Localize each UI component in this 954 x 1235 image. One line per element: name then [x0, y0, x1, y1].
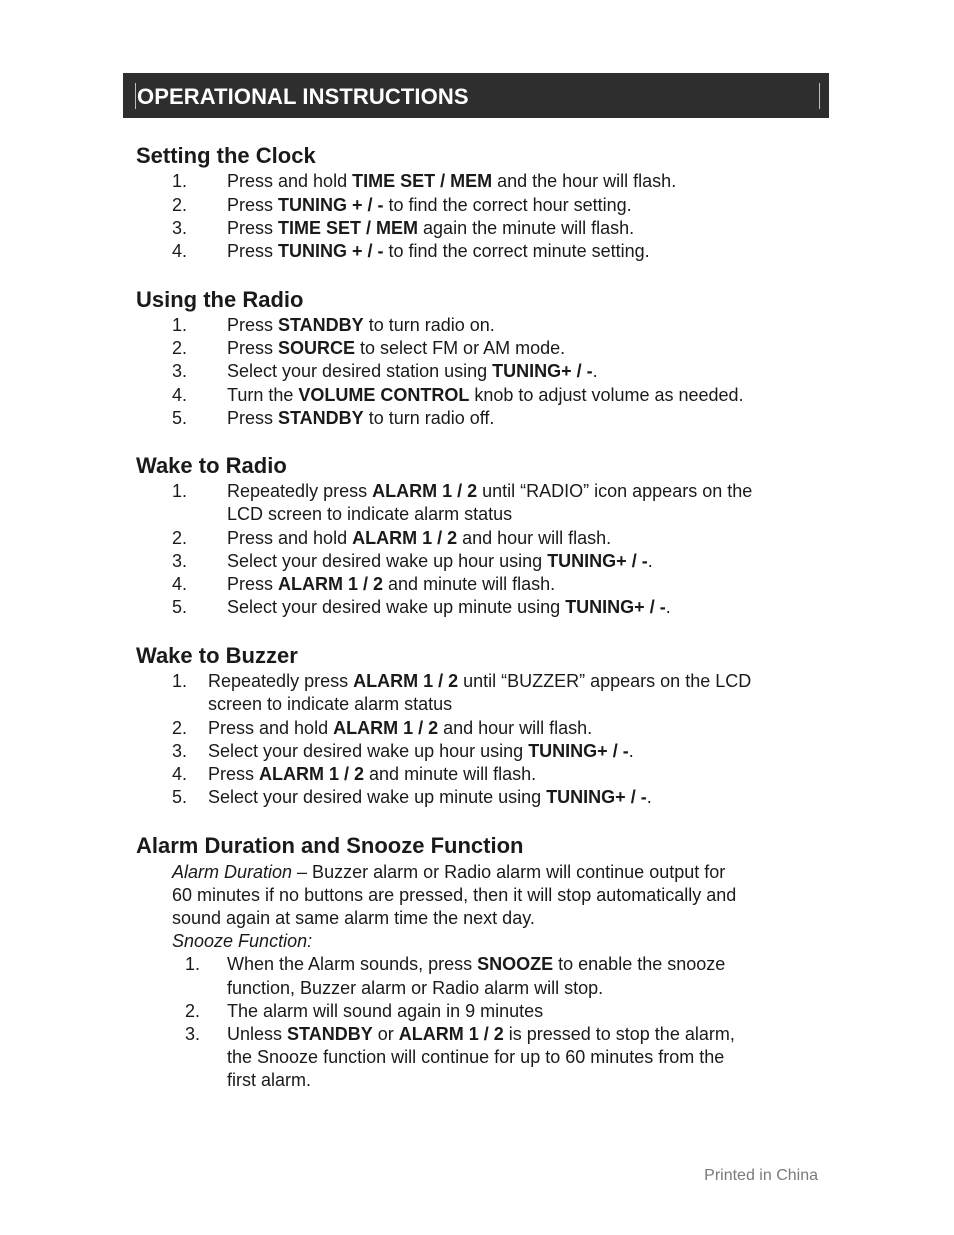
step-number: 1.: [172, 481, 188, 501]
page-title: OPERATIONAL INSTRUCTIONS: [137, 84, 469, 109]
step-number: 2.: [172, 195, 188, 215]
list-item: Press SOURCE to select FM or AM mode.: [227, 338, 566, 358]
step-number: 3.: [185, 1024, 201, 1044]
paragraph-line: 60 minutes if no buttons are pressed, then it will stop automatically and: [172, 885, 737, 905]
step-number: 1.: [172, 315, 188, 335]
list-item: Unless STANDBY or ALARM 1 / 2 is pressed to stop the alarm,: [227, 1024, 735, 1044]
step-number: 5.: [172, 408, 188, 428]
step-number: 5.: [172, 597, 188, 617]
step-number: 2.: [172, 718, 188, 738]
list-item-continuation: LCD screen to indicate alarm status: [227, 504, 513, 524]
list-item: Press ALARM 1 / 2 and minute will flash.: [208, 764, 537, 784]
header-divider-left: [135, 83, 136, 109]
step-number: 4.: [172, 385, 188, 405]
step-number: 3.: [172, 741, 188, 761]
list-item: Select your desired wake up hour using TUNING+ / -.: [227, 551, 653, 571]
list-item: Press and hold TIME SET / MEM and the hour will flash.: [227, 171, 677, 191]
step-number: 5.: [172, 787, 188, 807]
list-item: Select your desired wake up minute using TUNING+ / -.: [208, 787, 652, 807]
step-number: 3.: [172, 361, 188, 381]
list-item: Select your desired wake up hour using TUNING+ / -.: [208, 741, 634, 761]
list-item: When the Alarm sounds, press SNOOZE to enable the snooze: [227, 954, 726, 974]
list-item: The alarm will sound again in 9 minutes: [227, 1001, 544, 1021]
list-item: Press ALARM 1 / 2 and minute will flash.: [227, 574, 556, 594]
section-header-bar: [123, 73, 829, 118]
list-item: Press and hold ALARM 1 / 2 and hour will flash.: [227, 528, 612, 548]
list-item: Press TUNING + / - to find the correct hour setting.: [227, 195, 632, 215]
step-number: 2.: [185, 1001, 201, 1021]
footer-printed-in: Printed in China: [704, 1167, 818, 1184]
section-heading: Alarm Duration and Snooze Function: [136, 833, 524, 858]
step-number: 4.: [172, 764, 188, 784]
step-number: 1.: [185, 954, 201, 974]
section-heading: Using the Radio: [136, 287, 304, 312]
list-item: Select your desired wake up minute using TUNING+ / -.: [227, 597, 671, 617]
step-number: 1.: [172, 171, 188, 191]
section-heading: Wake to Buzzer: [136, 643, 298, 668]
list-item: Press TIME SET / MEM again the minute will flash.: [227, 218, 635, 238]
step-number: 3.: [172, 551, 188, 571]
list-item: Press and hold ALARM 1 / 2 and hour will flash.: [208, 718, 593, 738]
step-number: 1.: [172, 671, 188, 691]
snooze-function-label: Snooze Function:: [172, 931, 313, 951]
step-number: 2.: [172, 528, 188, 548]
paragraph-line: sound again at same alarm time the next day.: [172, 908, 535, 928]
list-item: Repeatedly press ALARM 1 / 2 until “BUZZER” appears on the LCD: [208, 671, 752, 691]
step-number: 3.: [172, 218, 188, 238]
header-divider-right: [819, 83, 820, 109]
list-item: Turn the VOLUME CONTROL knob to adjust volume as needed.: [227, 385, 744, 405]
list-item: Select your desired station using TUNING+ / -.: [227, 361, 598, 381]
list-item-continuation: the Snooze function will continue for up to 60 minutes from the: [227, 1047, 725, 1067]
list-item: Press STANDBY to turn radio on.: [227, 315, 495, 335]
section-heading: Setting the Clock: [136, 143, 316, 168]
alarm-duration-paragraph: Alarm Duration – Buzzer alarm or Radio alarm will continue output for: [172, 862, 726, 882]
list-item-continuation: screen to indicate alarm status: [208, 694, 453, 714]
list-item: Press STANDBY to turn radio off.: [227, 408, 495, 428]
list-item-continuation: first alarm.: [227, 1070, 312, 1090]
list-item: Repeatedly press ALARM 1 / 2 until “RADIO” icon appears on the: [227, 481, 753, 501]
step-number: 2.: [172, 338, 188, 358]
list-item: Press TUNING + / - to find the correct minute setting.: [227, 241, 650, 261]
step-number: 4.: [172, 574, 188, 594]
list-item-continuation: function, Buzzer alarm or Radio alarm will stop.: [227, 978, 604, 998]
section-heading: Wake to Radio: [136, 453, 287, 478]
step-number: 4.: [172, 241, 188, 261]
